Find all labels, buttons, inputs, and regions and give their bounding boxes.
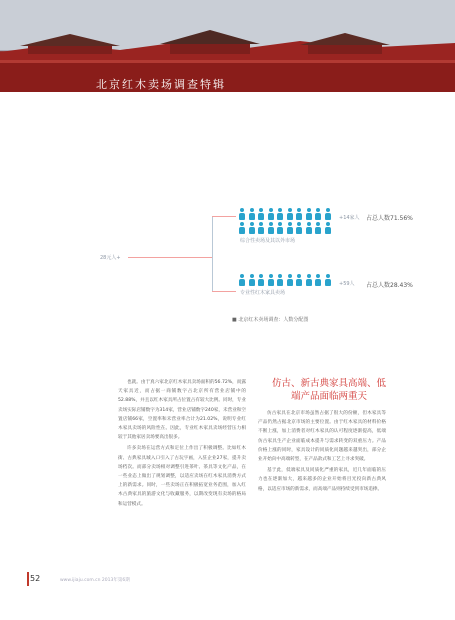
section-title: 北京红木卖场调查特辑 (96, 78, 226, 91)
person-icon (267, 208, 275, 220)
person-icon (295, 222, 303, 234)
guide-line-group2 (212, 291, 236, 292)
person-icon (267, 222, 275, 234)
guide-line-total (128, 257, 212, 258)
article-heading: 仿古、新古典家具高端、低端产品面临两重天 (272, 378, 387, 402)
person-icon (238, 208, 246, 220)
person-icon (324, 274, 332, 286)
person-icon (324, 208, 332, 220)
group1-count: +14家人 (339, 215, 360, 221)
person-icon (314, 274, 322, 286)
group1-caption: 综合性卖场及其以外市场 (240, 238, 296, 244)
person-icon (305, 274, 313, 286)
page-number: 52 (30, 574, 41, 583)
person-icon (295, 274, 303, 286)
people-icons-group2 (238, 274, 332, 286)
person-icon (286, 222, 294, 234)
person-icon (257, 222, 265, 234)
figure-caption: ■ 北京红木卖场调查：人数分配图 (232, 317, 309, 323)
right-paragraph: 仿古家具在北京市场虽然占据了很大的份额，但木家具等产品仍然占据北京市场的主要位置。由于红木家具的材料价格不断上涨，加上消费者对红木家具的认可程度逐渐提高，低端仿古家具生产企业面临成本提升与需求转变的双重压力。产品价格上涨的同时，家具设计的同质化问题越来越突出，部分企业开始向中高端转型，在产品款式和工艺上寻求突破。 (258, 411, 386, 463)
page-number-bar (27, 572, 29, 586)
person-icon (238, 222, 246, 234)
group2-count: +59人 (339, 281, 355, 287)
group-bracket (212, 216, 213, 292)
group2-caption: 专业性红木家具卖场 (240, 290, 286, 296)
palace-skyline-illustration (0, 0, 455, 92)
person-icon (248, 208, 256, 220)
left-text-column (118, 378, 246, 511)
person-icon (305, 222, 313, 234)
total-people-label: 28元人+ (100, 255, 121, 261)
header-banner (0, 0, 455, 92)
person-icon (276, 222, 284, 234)
person-icon (257, 274, 265, 286)
right-text-column (258, 409, 386, 496)
person-icon (324, 222, 332, 234)
person-icon (248, 222, 256, 234)
person-icon (295, 208, 303, 220)
person-icon (286, 274, 294, 286)
person-icon (257, 208, 265, 220)
right-paragraph: 基于此，低端家具及同质化严重的家具，近几年面临的压力也在逐渐加大，越来越多的企业开始将目光投向新古典风格，以适应市场的新需求，而高端产品则持续受到市场追捧。 (258, 468, 386, 492)
person-icon (238, 274, 246, 286)
person-icon (248, 274, 256, 286)
left-paragraph: 许多卖场在运营方式和定位上作出了积极调整。比如红木街、古典家具城入口引入了古玩字画，入驻企业27家，提升卖场档次。而部分卖场相对调整引进茶叶、茶具等文化产品，在一些业态上做出了规划调整，以适应卖场在红木家具消费方式上的新需求。同时，一些卖场正在积极拓宽业务范围，加入红木古典家具的旅游文化与收藏服务，以期改变现有卖场的格局和运营模式。 (118, 446, 246, 507)
group1-share: 占总人数71.56% (366, 215, 413, 222)
person-icon (276, 208, 284, 220)
people-icons-group1 (238, 208, 332, 234)
person-icon (314, 208, 322, 220)
person-icon (267, 274, 275, 286)
person-icon (276, 274, 284, 286)
person-icon (314, 222, 322, 234)
person-icon (286, 208, 294, 220)
group2-share: 占总人数28.43% (366, 282, 413, 289)
footer-url: www.ijiaju.com.cn 2013年第6期 (60, 578, 130, 583)
person-icon (305, 208, 313, 220)
left-paragraph: 也就。由于真六家北京红木家具卖场面积的56.72%，而露天家具近，而占据一商铺数字占北京所有营业店铺中的52.88%，并且以红木家具所占位置占有较大比例。同时，专业卖场实际店铺数字为314家，营业店铺数字240家，未营业和空置店铺66家，空置率和未营业率合计为21.02%，说明专业红木家具卖场的风险性在。因此，专业红木家具卖场经营压力相较于其他家居卖场要高出很多。 (118, 380, 246, 441)
guide-line-group1 (212, 216, 236, 217)
